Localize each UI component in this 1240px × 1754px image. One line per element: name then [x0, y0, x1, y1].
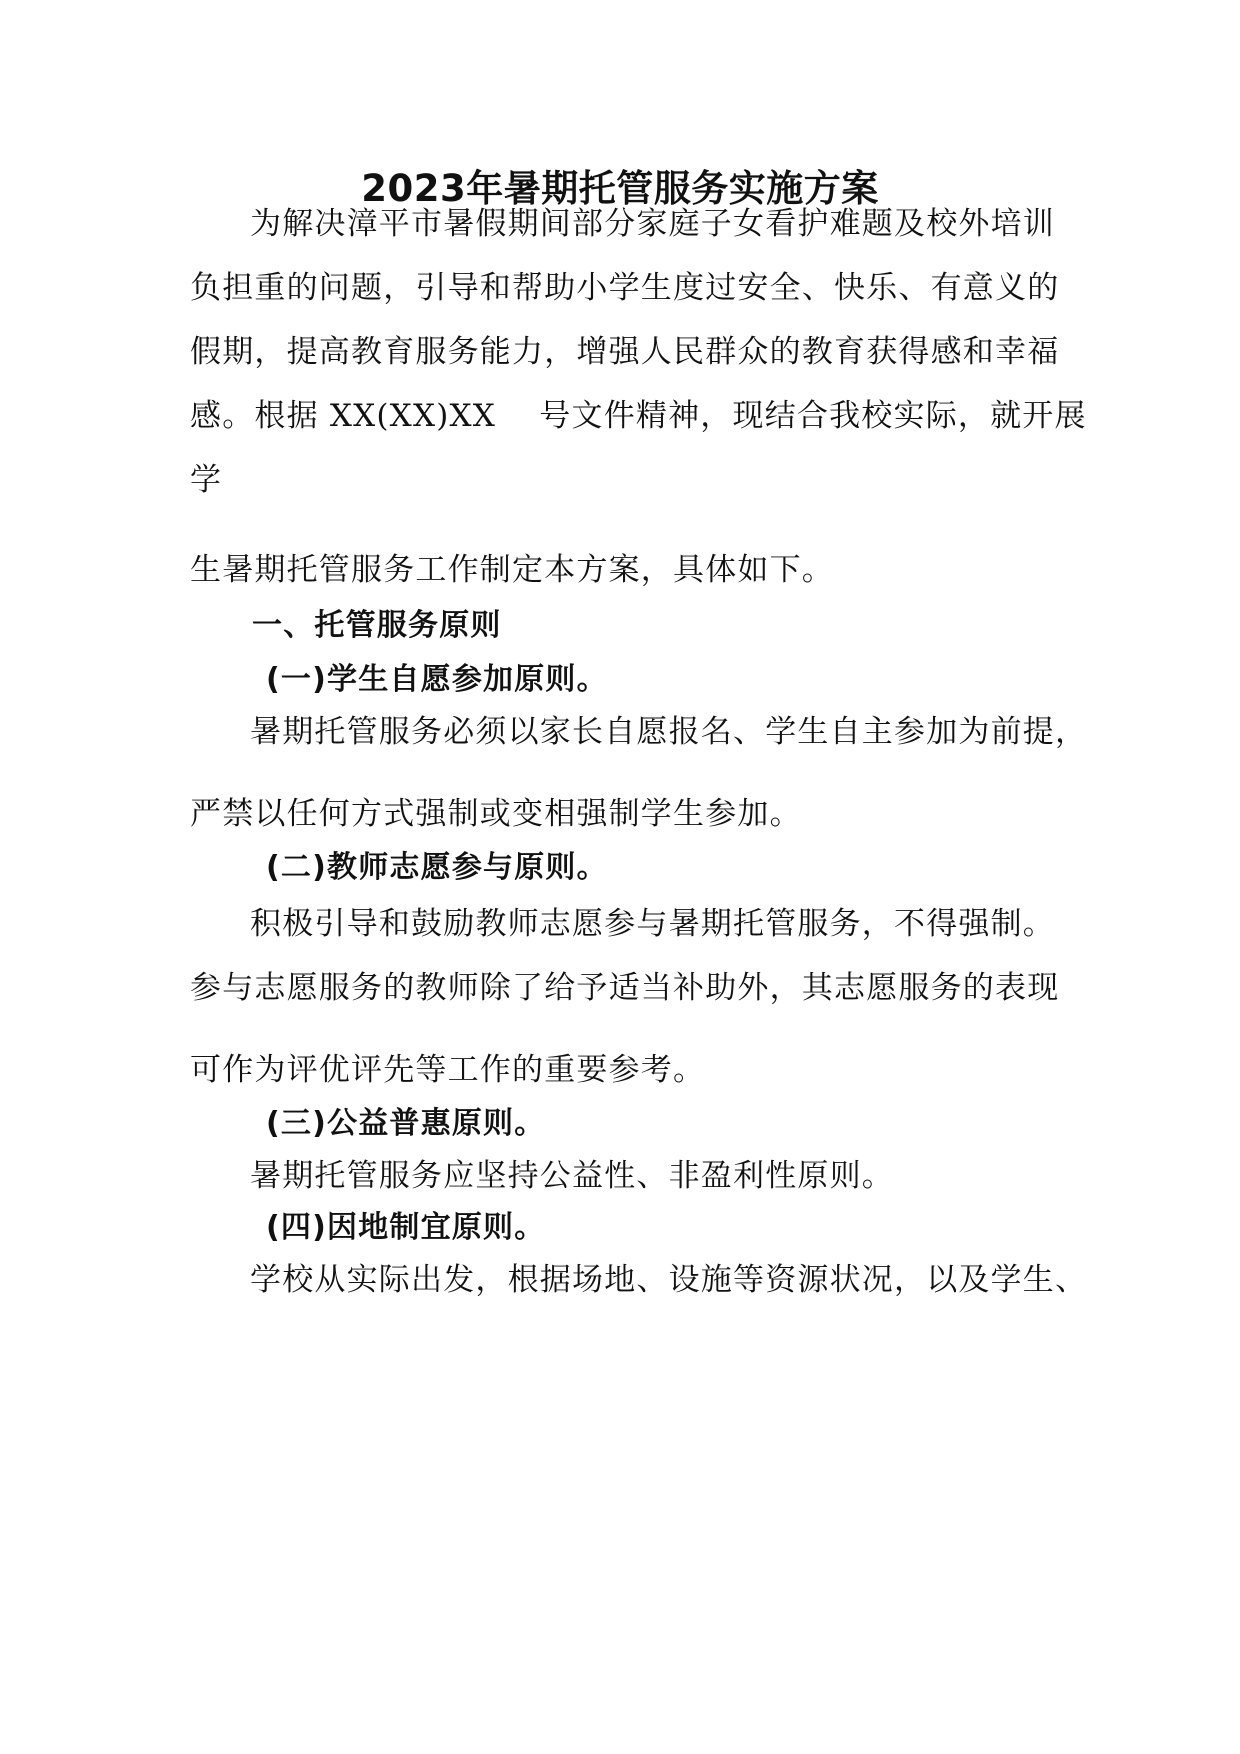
intro-line: 感。根据 XX(XX)XX 号文件精神，现结合我校实际，就开展: [190, 398, 1087, 434]
body-line: 可作为评优评先等工作的重要参考。: [190, 1052, 706, 1088]
body-line: 积极引导和鼓励教师志愿参与暑期托管服务，不得强制。: [250, 906, 1055, 942]
subsection-heading: (二)教师志愿参与原则。: [266, 850, 608, 885]
subsection-heading: (四)因地制宜原则。: [266, 1210, 546, 1245]
body-line: 学校从实际出发，根据场地、设施等资源状况，以及学生、: [250, 1262, 1088, 1298]
body-line: 参与志愿服务的教师除了给予适当补助外，其志愿服务的表现: [190, 970, 1060, 1006]
intro-line: 生暑期托管服务工作制定本方案，具体如下。: [190, 552, 834, 588]
body-line: 严禁以任何方式强制或变相强制学生参加。: [190, 796, 802, 832]
document-title: 2023年暑期托管服务实施方案: [361, 167, 879, 210]
intro-line: 负担重的问题，引导和帮助小学生度过安全、快乐、有意义的: [190, 270, 1060, 306]
section-heading: 一、托管服务原则: [252, 608, 502, 643]
subsection-heading: (一)学生自愿参加原则。: [266, 662, 608, 697]
intro-line: 为解决漳平市暑假期间部分家庭子女看护难题及校外培训: [250, 206, 1055, 242]
intro-line: 学: [190, 462, 223, 498]
subsection-heading: (三)公益普惠原则。: [266, 1106, 546, 1141]
body-line: 暑期托管服务必须以家长自愿报名、学生自主参加为前提，: [250, 714, 1088, 750]
body-line: 暑期托管服务应坚持公益性、非盈利性原则。: [250, 1158, 894, 1194]
intro-line: 假期，提高教育服务能力，增强人民群众的教育获得感和幸福: [190, 334, 1060, 370]
